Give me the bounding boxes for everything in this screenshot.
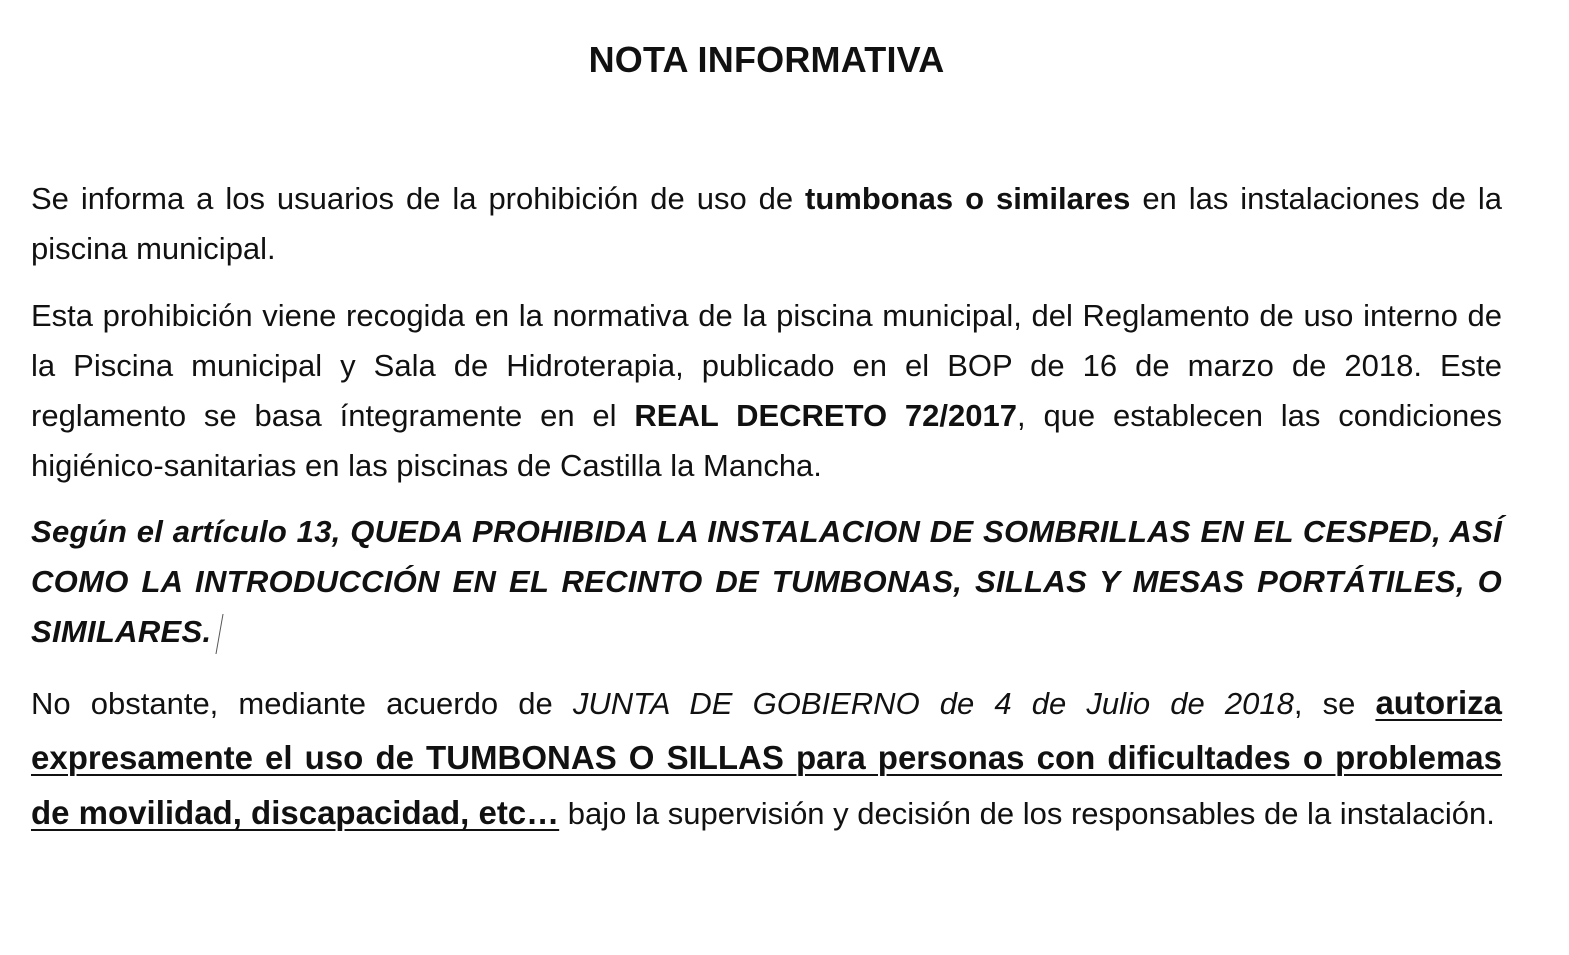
paragraph-regulation	[31, 291, 1502, 491]
paragraph1-bold: tumbonas o similares	[805, 181, 1131, 216]
paragraph3-text: Según el artículo 13, QUEDA PROHIBIDA LA INSTALACION DE SOMBRILLAS EN EL CESPED, ASÍ COMO LA INTRODUCCIÓN EN EL RECINTO DE TUMBONAS, SILLAS Y MESAS PORTÁTILES, O SIMILARES.	[31, 514, 1502, 649]
paragraph-prohibition-notice	[31, 174, 1502, 274]
document-title: NOTA INFORMATIVA	[588, 39, 945, 80]
paragraph2-text-a: Esta prohibición viene recogida en la normativa de la piscina municipal, del Reglamento de uso interno de la Piscina municipal y Sala de Hidroterapia, publicado en el BOP de 16 de marzo de 2018. Este reglamento se basa íntegramente en el	[31, 298, 1502, 433]
paragraph-authorization	[31, 676, 1502, 841]
paragraph-article-13	[31, 507, 1502, 657]
paragraph4-text-a: No obstante, mediante acuerdo de	[31, 686, 573, 721]
paragraph1-text-b: en las instalaciones de la piscina municipal.	[31, 181, 1502, 266]
paragraph2-text-b: , que establecen las condiciones higiénico-sanitarias en las piscinas de Castilla la Mancha.	[31, 398, 1502, 483]
paragraph1-text-a: Se informa a los usuarios de la prohibición de uso de	[31, 181, 806, 216]
paragraph4-text-b: , se	[1293, 686, 1376, 721]
text-cursor	[216, 614, 224, 654]
paragraph4-text-c: bajo la supervisión y decisión de los responsables de la instalación.	[559, 796, 1495, 831]
paragraph4-bold-underlined: autoriza expresamente el uso de TUMBONAS O SILLAS para personas con dificultades o problemas de movilidad, discapacidad, etc…	[31, 684, 1502, 831]
paragraph2-bold-decree: REAL DECRETO 72/2017	[634, 398, 1017, 433]
paragraph4-italic: JUNTA DE GOBIERNO de 4 de Julio de 2018	[572, 686, 1294, 721]
